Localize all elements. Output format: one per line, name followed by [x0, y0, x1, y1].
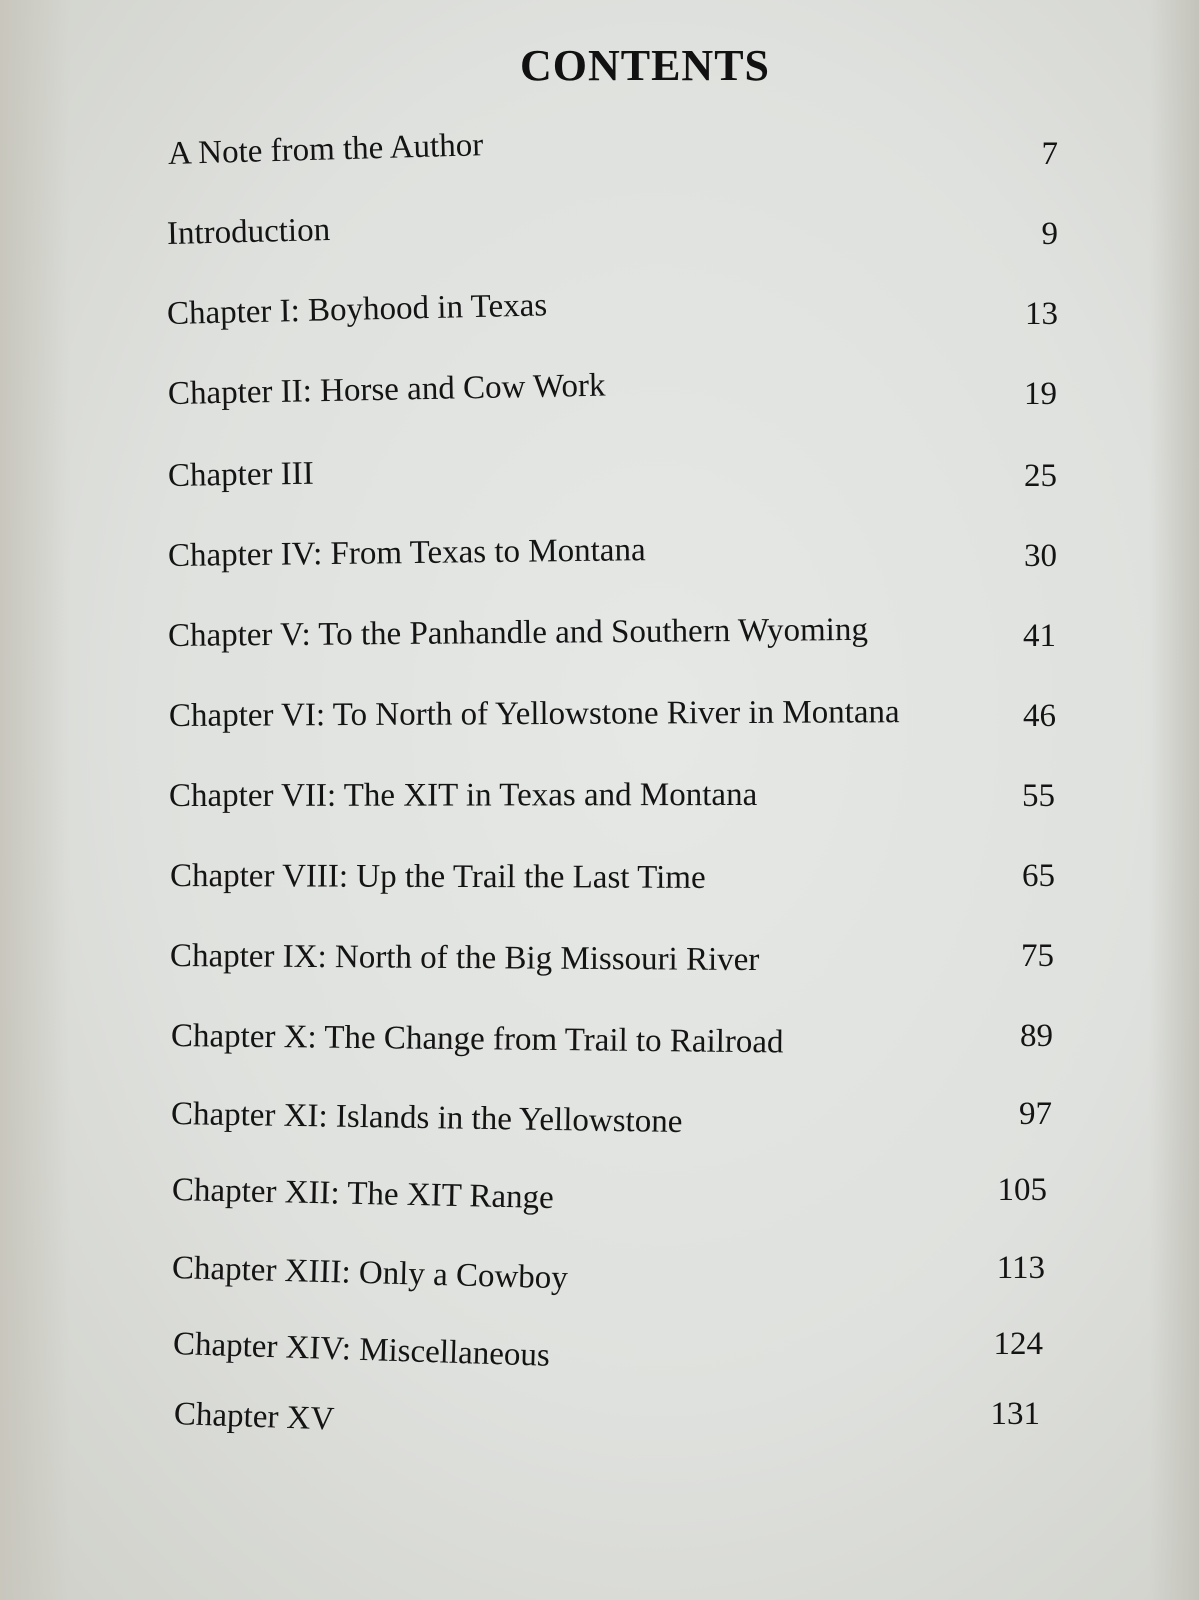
toc-entry — [0, 455, 1199, 508]
toc-entry — [0, 694, 1199, 748]
toc-entry — [0, 287, 1199, 346]
toc-entry — [0, 1096, 1199, 1146]
toc-entry-title: Chapter X: The Change from Trail to Railroad — [170, 1018, 784, 1061]
toc-entry-page: 9 — [1041, 216, 1058, 252]
toc-entry-title: Chapter XIII: Only a Cowboy — [171, 1250, 569, 1297]
toc-entry — [0, 532, 1199, 588]
toc-entry — [0, 367, 1199, 426]
toc-entry — [0, 1250, 1199, 1300]
toc-entry-page: 46 — [1023, 698, 1056, 734]
toc-entry-title: Chapter IV: From Texas to Montana — [167, 532, 646, 574]
toc-entry — [0, 611, 1199, 668]
toc-entry-page: 97 — [1019, 1096, 1052, 1132]
toc-entry-page: 89 — [1020, 1018, 1053, 1054]
toc-entry — [0, 1396, 1199, 1446]
page-title: CONTENTS — [519, 41, 771, 90]
toc-entry-page: 41 — [1023, 618, 1056, 654]
toc-entry-page: 19 — [1024, 376, 1057, 412]
toc-entry-page: 65 — [1022, 858, 1055, 894]
toc-entry-page: 124 — [993, 1326, 1043, 1362]
toc-entry-title: Chapter V: To the Panhandle and Southern Wyoming — [167, 611, 869, 654]
toc-entry-title: Chapter VII: The XIT in Texas and Montana — [168, 776, 758, 814]
toc-entry-title: Chapter II: Horse and Cow Work — [167, 367, 606, 412]
toc-entry-title: Introduction — [166, 212, 331, 252]
toc-entry-title: A Note from the Author — [167, 127, 484, 172]
toc-entry — [0, 127, 1199, 186]
toc-entry-page: 13 — [1025, 296, 1058, 332]
toc-entry-page: 75 — [1021, 938, 1054, 974]
toc-entry-page: 113 — [996, 1250, 1045, 1286]
toc-entry-page: 131 — [990, 1396, 1040, 1432]
toc-entry-page: 25 — [1024, 458, 1057, 494]
toc-entry-title: Chapter VIII: Up the Trail the Last Time — [169, 858, 706, 896]
toc-entry — [0, 858, 1199, 908]
toc-entry — [0, 1326, 1199, 1376]
toc-entry-title: Chapter IX: North of the Big Missouri River — [169, 938, 760, 979]
toc-entry-title: Chapter I: Boyhood in Texas — [166, 287, 548, 332]
toc-entry-title: Chapter XII: The XIT Range — [171, 1172, 555, 1216]
toc-entry — [0, 212, 1199, 266]
toc-entry-page: 105 — [997, 1172, 1047, 1208]
toc-entry-title: Chapter XV — [173, 1396, 335, 1438]
toc-entry-page: 30 — [1024, 538, 1057, 574]
toc-entry — [0, 1018, 1199, 1068]
toc-entry-title: Chapter VI: To North of Yellowstone River in Montana — [168, 694, 900, 734]
toc-entry-title: Chapter XIV: Miscellaneous — [172, 1326, 551, 1374]
toc-entry-title: Chapter XI: Islands in the Yellowstone — [170, 1096, 683, 1141]
toc-entry-title: Chapter III — [167, 455, 314, 494]
toc-entry — [0, 778, 1199, 828]
toc-entry — [0, 938, 1199, 988]
toc-entry-page: 55 — [1022, 778, 1055, 814]
toc-entry-page: 7 — [1041, 136, 1058, 172]
toc-entry — [0, 1172, 1199, 1222]
